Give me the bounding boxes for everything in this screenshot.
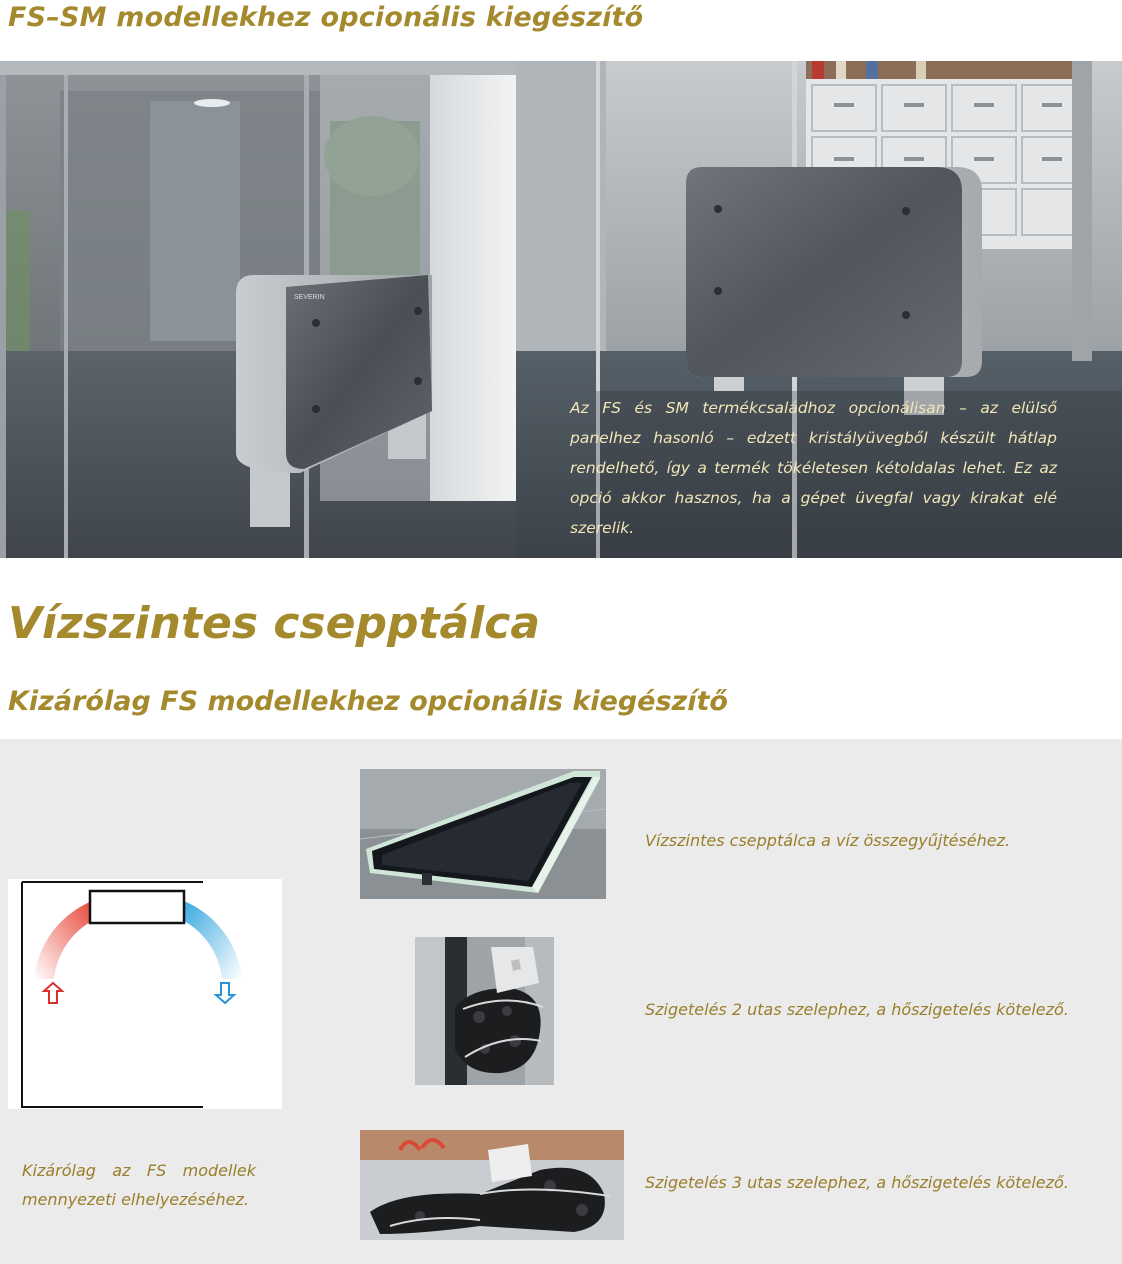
page-title: FS–SM modellekhez opcionális kiegészítő <box>8 2 644 33</box>
device-logo-text: SEVERIN <box>294 294 325 301</box>
item-caption-drip-tray: Vízszintes csepptálca a víz összegyűjtéséhez. <box>645 831 1011 850</box>
photo-caption: Az FS és SM termékcsaládhoz opcionálisan – az elülső panelhez hasonló – edzett kristályüvegből készült hátlap rendelhető, így a termék tökéletesen kétoldalas lehet. Ez az opció akkor hasznos, ha a gépet üvegfal vagy kirakat elé szerelik. <box>570 399 1057 537</box>
item-caption-2way-valve: Szigetelés 2 utas szelephez, a hőszigetelés kötelező. <box>645 1000 1069 1019</box>
ceiling-airflow-diagram <box>8 879 282 1109</box>
valve-2way-insulation-photo <box>415 937 554 1085</box>
unit-box <box>90 891 184 923</box>
section-subtitle: Kizárólag FS modellekhez opcionális kiegészítő <box>8 686 728 717</box>
section-title: Vízszintes csepptálca <box>8 598 541 649</box>
valve-3way-insulation-photo <box>360 1130 624 1240</box>
drip-tray-photo <box>360 769 606 899</box>
photo-office-corridor <box>0 61 516 558</box>
ceiling-diagram-caption: Kizárólag az FS modellek mennyezeti elhelyezéséhez. <box>22 1161 256 1209</box>
item-caption-3way-valve: Szigetelés 3 utas szelephez, a hőszigetelés kötelező. <box>645 1173 1069 1192</box>
